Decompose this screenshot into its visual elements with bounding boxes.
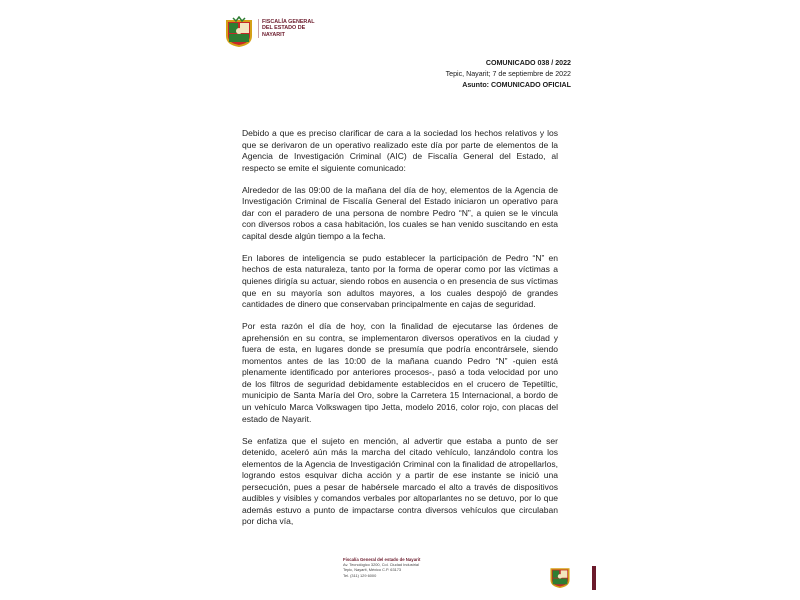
place-date: Tepic, Nayarit; 7 de septiembre de 2022 bbox=[445, 69, 571, 78]
footer-phone: Tel. (311) 129 6000 bbox=[343, 572, 377, 578]
org-line: NAYARIT bbox=[262, 31, 285, 38]
bulletin-number: COMUNICADO 038 / 2022 bbox=[485, 59, 571, 67]
state-seal-logo bbox=[224, 16, 254, 48]
footer-address-line: Av. Tecnológico 3200, Col. Ciudad Industrial bbox=[343, 562, 419, 568]
paragraph: Se enfatiza que el sujeto en mención, al advertir que estaba a punto de ser detenido, aceleró aún más la marcha del citado vehículo, lanzándolo contra los elementos de la Agencia de Investigación Criminal con la finalidad de atropellarlos, logrando estos esquivar dicha acción y a partir de ese instante se inició una persecución, pues a pesar de habérsele marcado el alto a través de dispositivos audibles y visibles y comandos verbales por altoparlantes no se detuvo, por lo que además estuvo a punto de impactarse contra diversos vehículos que circulaban por dicha vía, bbox=[242, 435, 558, 527]
paragraph: Debido a que es preciso clarificar de cara a la sociedad los hechos relativos y los que se derivaron de un operativo realizado este día por parte de elementos de la Agencia de Investigación Criminal (AIC) de Fiscalía General del Estado, al respecto se emite el siguiente comunicado: bbox=[242, 128, 558, 173]
document-meta bbox=[446, 58, 571, 90]
footer-title: Fiscalía General del estado de Nayarit bbox=[343, 557, 421, 562]
subject-line bbox=[446, 80, 571, 91]
footer-seal-logo bbox=[549, 565, 571, 589]
footer-address-line: Tepic, Nayarit, México C.P. 63173 bbox=[343, 567, 402, 573]
footer-address bbox=[343, 557, 453, 578]
footer-accent-bar bbox=[592, 566, 596, 590]
paragraph: Por esta razón el día de hoy, con la finalidad de ejecutarse las órdenes de aprehensión en su contra, se implementaron diversos operativos en la ciudad y fuera de esta, en lugares donde se presumía que podría encontrársele, siendo momentos antes de las 10:00 de la mañana cuando Pedro “N” -quien está plenamente identificado por anteriores procesos-, pasó a toda velocidad por uno de los filtros de seguridad debidamente establecidos en el crucero de Tepetiltic, municipio de Santa María del Oro, sobre la Carretera 15 Internacional, a bordo de un vehículo Marca Volkswagen tipo Jetta, modelo 2016, color rojo, con placas del estado de Nayarit. bbox=[242, 321, 558, 424]
document-body bbox=[242, 128, 558, 538]
paragraph: Alrededor de las 09:00 de la mañana del día de hoy, elementos de la Agencia de Investigación Criminal de Fiscalía General del Estado iniciaron un operativo para dar con el paradero de una persona de nombre Pedro “N”, a quien se le vincula con diversos robos a casa habitación, los cuales se han venido suscitando en esta capital desde algún tiempo a la fecha. bbox=[242, 184, 558, 241]
org-name bbox=[258, 19, 332, 38]
subject-value: COMUNICADO OFICIAL bbox=[491, 80, 571, 89]
subject-label: Asunto: bbox=[462, 80, 490, 89]
paragraph: En labores de inteligencia se pudo establecer la participación de Pedro “N” en hechos de esta naturaleza, tanto por la forma de operar como por las víctimas a quienes dirigía su actuar, siendo robos en ausencia o en presencia de sus víctimas que en su mayoría son adultos mayores, a los cuales despojó de grandes cantidades de dinero que conservaban principalmente en cajas de seguridad. bbox=[242, 252, 558, 310]
org-line: FISCALÍA GENERAL bbox=[262, 19, 315, 25]
org-line: DEL ESTADO DE bbox=[262, 25, 306, 32]
